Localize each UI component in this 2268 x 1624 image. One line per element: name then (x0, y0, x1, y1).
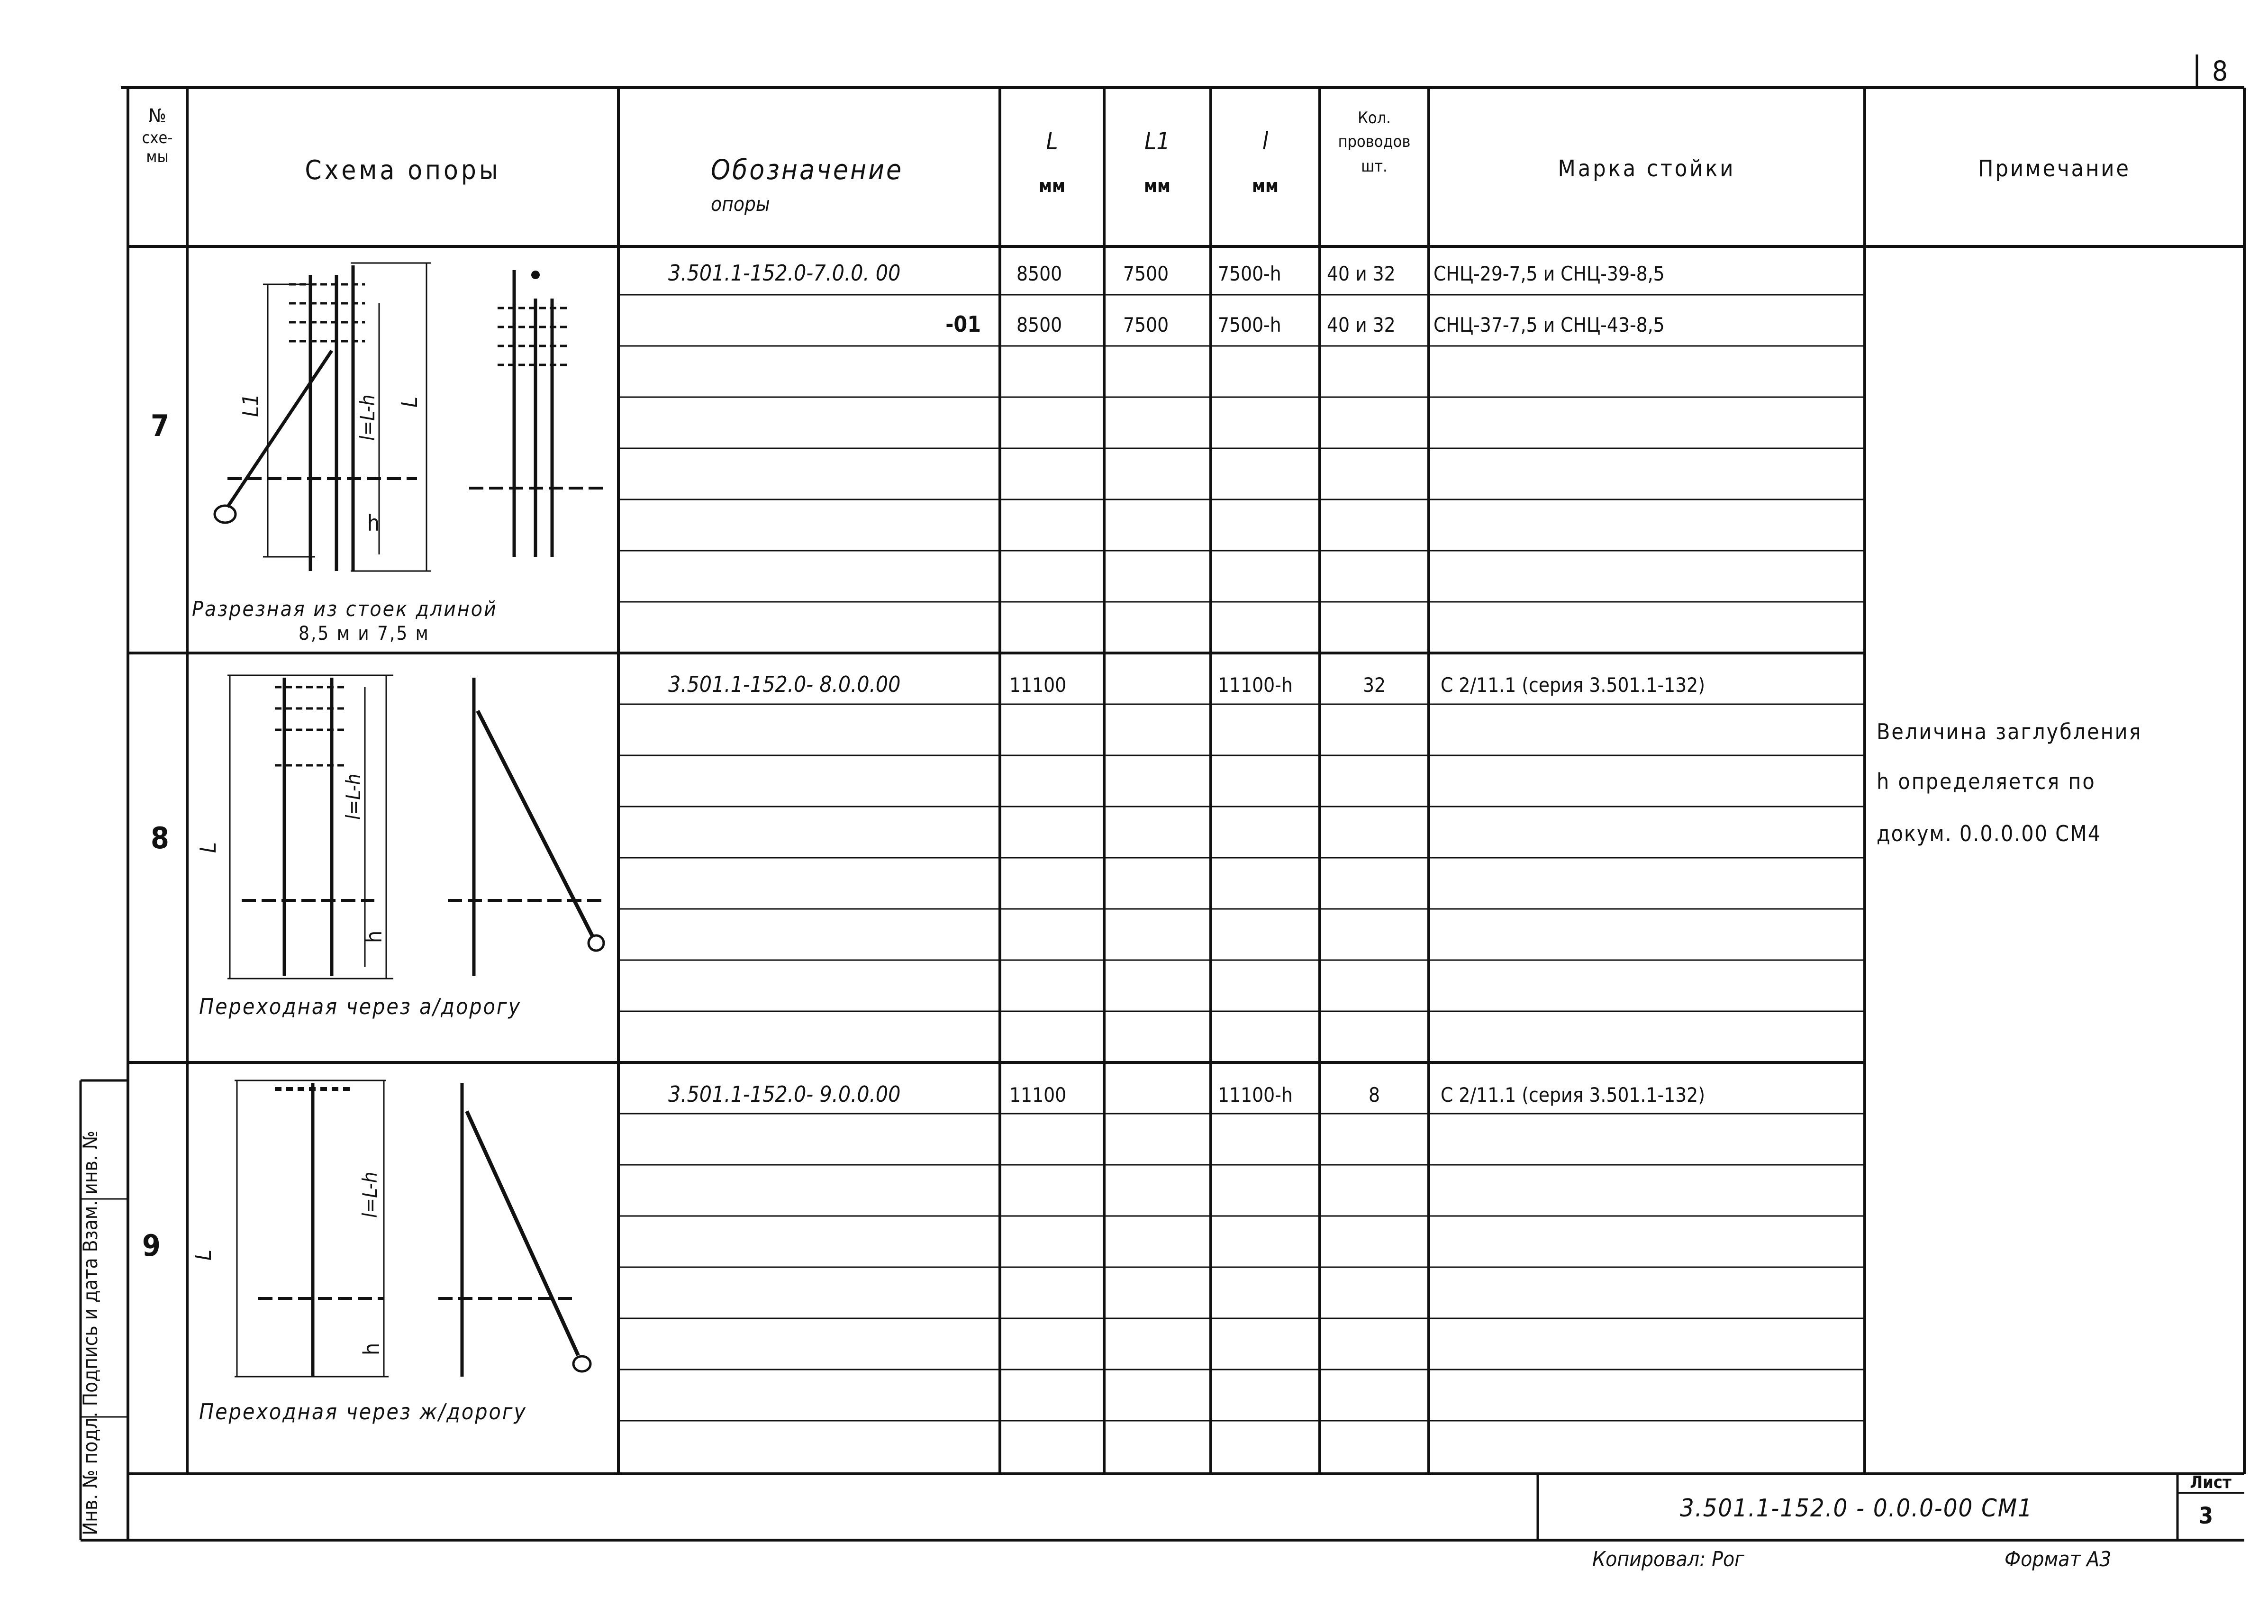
header-l-unit: мм (1252, 175, 1279, 196)
L-cell: 11100 (1009, 673, 1067, 697)
header-wires-3: шт. (1361, 157, 1388, 176)
post-mark-cell: С 2/11.1 (серия 3.501.1-132) (1441, 1083, 1705, 1107)
dim-label: l=L-h (356, 394, 379, 441)
header-scheme-no-3: мы (146, 147, 169, 166)
l-cell: 7500-h (1218, 262, 1281, 285)
L-cell: 8500 (1016, 262, 1062, 285)
scheme-caption: Переходная через ж/дорогу (199, 1399, 527, 1424)
scheme-8-drawing (195, 675, 604, 1019)
post-mark-cell: СНЦ-29-7,5 и СНЦ-39-8,5 (1433, 262, 1665, 285)
L-cell: 11100 (1009, 1083, 1067, 1107)
scheme-number: 8 (151, 821, 169, 855)
header-l: l (1262, 127, 1269, 155)
post-mark-cell: СНЦ-37-7,5 и СНЦ-43-8,5 (1433, 313, 1665, 336)
copied-by: Копировал: Рог (1592, 1547, 1744, 1571)
dim-label: h (367, 510, 380, 536)
note-line-2: h определяется по (1877, 769, 2096, 794)
dim-label: L (191, 1249, 216, 1261)
header-L: L (1046, 127, 1058, 155)
title-block (1538, 1473, 2244, 1540)
wires-cell: 32 (1362, 673, 1386, 697)
paper-format: Формат А3 (2005, 1547, 2112, 1571)
dim-label: L (195, 842, 221, 853)
header-L1-unit: мм (1144, 175, 1170, 196)
dim-label: L (397, 396, 422, 408)
side-stamp (79, 1131, 128, 1535)
sheet-number: 3 (2199, 1503, 2214, 1529)
drawing-code: 3.501.1-152.0 - 0.0.0-00 СМ1 (1680, 1494, 2033, 1523)
note-line-3: докум. 0.0.0.00 СМ4 (1877, 821, 2102, 846)
header-scheme-no-2: схе- (142, 128, 173, 147)
header-scheme-no-1: № (148, 105, 166, 127)
table-header (142, 105, 2131, 216)
header-L-unit: мм (1039, 175, 1065, 196)
l-cell: 7500-h (1218, 313, 1281, 336)
header-designation-2: опоры (711, 192, 770, 216)
dim-label: h (359, 1343, 384, 1355)
dim-label: L1 (238, 393, 263, 417)
header-L1: L1 (1144, 127, 1170, 155)
header-wires-1: Кол. (1358, 109, 1391, 127)
dim-label: l=L-h (342, 773, 365, 820)
L-cell: 8500 (1016, 313, 1062, 336)
l-cell: 11100-h (1218, 673, 1293, 697)
designation-cell: 3.501.1-152.0- 8.0.0.00 (668, 671, 901, 697)
post-mark-cell: С 2/11.1 (серия 3.501.1-132) (1441, 673, 1705, 697)
wires-cell: 40 и 32 (1327, 262, 1396, 285)
header-designation: Обозначение (711, 154, 904, 186)
header-wires-2: проводов (1338, 132, 1411, 151)
scheme-number: 7 (151, 408, 169, 443)
header-scheme: Схема опоры (305, 155, 501, 186)
side-stamp-text: Инв. № подл. Подпись и дата Взам. инв. № (79, 1130, 102, 1535)
scheme-9-drawing (191, 1080, 590, 1424)
page-number: 8 (2212, 55, 2228, 87)
note-block (1877, 719, 2142, 846)
row-8 (151, 671, 1705, 855)
header-note: Примечание (1978, 155, 2131, 182)
sheet-label: Лист (2190, 1473, 2232, 1492)
dim-label: h (361, 930, 387, 943)
designation-cell: 3.501.1-152.0- 9.0.0.00 (668, 1081, 901, 1107)
scheme-caption: Переходная через а/дорогу (199, 994, 522, 1019)
L1-cell: 7500 (1123, 313, 1169, 336)
outer-frame (81, 88, 2244, 1540)
column-lines (187, 88, 1865, 1474)
scheme-7-drawing (192, 263, 607, 644)
L1-cell: 7500 (1123, 262, 1169, 285)
footer (1592, 1547, 2111, 1571)
scheme-caption: 8,5 м и 7,5 м (299, 623, 430, 644)
wires-cell: 8 (1368, 1083, 1380, 1107)
note-line-1: Величина заглубления (1877, 719, 2142, 744)
designation-cell: 3.501.1-152.0-7.0.0. 00 (668, 260, 901, 286)
dim-label: l=L-h (358, 1171, 381, 1218)
scheme-caption: Разрезная из стоек длиной (192, 597, 498, 621)
designation-cell: -01 (945, 311, 981, 337)
l-cell: 11100-h (1218, 1083, 1293, 1107)
header-post-mark: Марка стойки (1558, 155, 1736, 182)
wires-cell: 40 и 32 (1327, 313, 1396, 336)
scheme-number: 9 (142, 1228, 161, 1263)
